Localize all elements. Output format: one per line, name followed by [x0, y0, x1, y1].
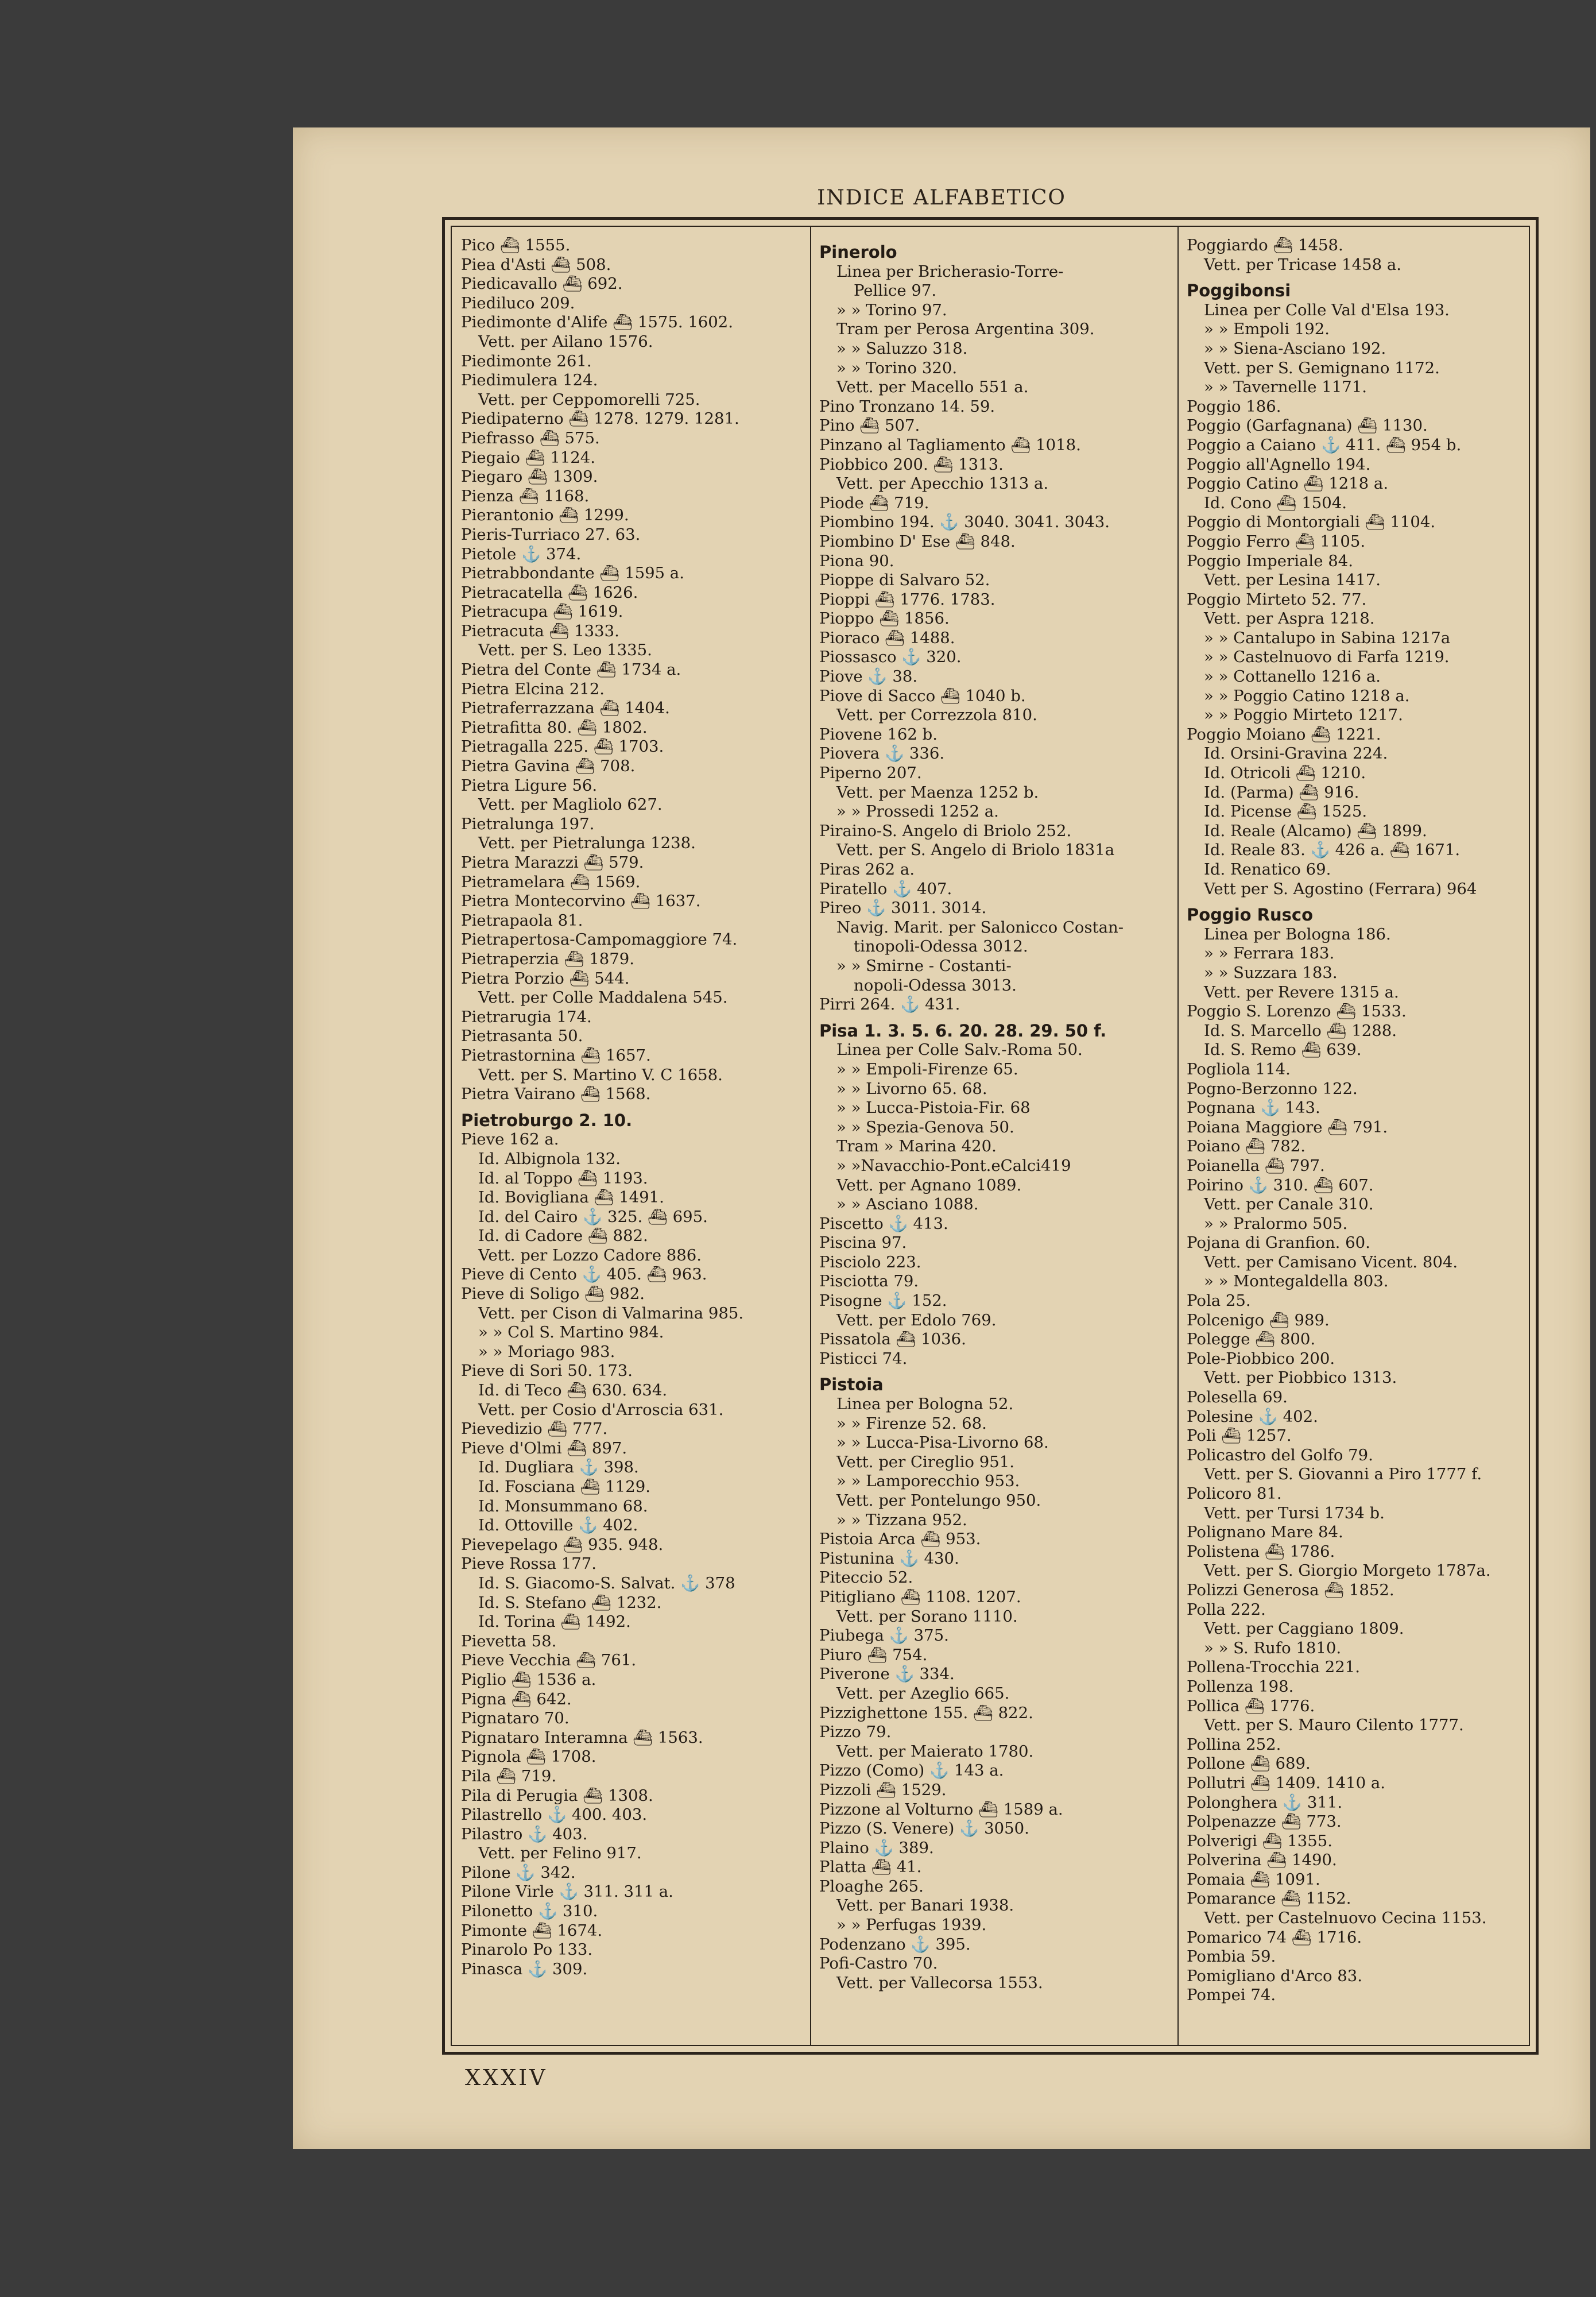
- index-entry: Pompei 74.: [1187, 1986, 1276, 2005]
- index-entry: Poggio Imperiale 84.: [1187, 551, 1353, 570]
- page-header: INDICE ALFABETICO: [817, 186, 1066, 210]
- index-entry: Navig. Marit. per Salonicco Costan-: [836, 918, 1124, 937]
- page: [293, 127, 1590, 2149]
- index-entry: Pizzighettone 155. ⛴ 822.: [819, 1703, 1033, 1722]
- index-entry: Piove di Sacco ⛴ 1040 b.: [819, 686, 1026, 705]
- index-entry: » » Poggio Mirteto 1217.: [1204, 706, 1403, 725]
- index-entry: Id. del Cairo ⚓ 325. ⛴ 695.: [478, 1207, 708, 1226]
- index-entry: Pognana ⚓ 143.: [1187, 1099, 1320, 1117]
- index-entry: Pizzoli ⛴ 1529.: [819, 1780, 947, 1799]
- index-entry: » » Torino 97.: [836, 300, 947, 319]
- index-entry: » » Ferrara 183.: [1204, 944, 1335, 963]
- index-entry: Vett. per Tricase 1458 a.: [1204, 255, 1402, 274]
- index-entry: Pino ⛴ 507.: [819, 416, 920, 435]
- index-entry: Vett. per Piobbico 1313.: [1204, 1368, 1397, 1387]
- index-entry: Pigna ⛴ 642.: [461, 1689, 572, 1708]
- index-entry: Piobbico 200. ⛴ 1313.: [819, 455, 1004, 474]
- index-entry: Id. (Parma) ⛴ 916.: [1204, 783, 1359, 802]
- index-entry: Vett. per Cison di Valmarina 985.: [478, 1304, 744, 1322]
- index-entry: Piteccio 52.: [819, 1568, 913, 1587]
- index-entry: Piove ⚓ 38.: [819, 667, 918, 686]
- index-entry: » » Moriago 983.: [478, 1342, 615, 1361]
- index-entry: Id. Orsini-Gravina 224.: [1204, 744, 1388, 763]
- index-entry: Vett. per Felino 917.: [478, 1844, 642, 1863]
- index-entry: nopoli-Odessa 3013.: [854, 976, 1017, 995]
- index-column-2: [819, 236, 1169, 2036]
- index-entry: Pico ⛴ 1555.: [461, 236, 571, 254]
- index-entry: Poianella ⛴ 797.: [1187, 1156, 1325, 1175]
- index-entry: » » Poggio Catino 1218 a.: [1204, 686, 1410, 705]
- index-entry: Pilastro ⚓ 403.: [461, 1824, 588, 1843]
- index-entry: Vett. per S. Mauro Cilento 1777.: [1204, 1716, 1464, 1735]
- index-entry: Pogliola 114.: [1187, 1059, 1291, 1078]
- index-entry: Pomigliano d'Arco 83.: [1187, 1966, 1363, 1985]
- index-entry: Vett. per S. Leo 1335.: [478, 641, 652, 660]
- index-entry: Polegge ⛴ 800.: [1187, 1330, 1316, 1349]
- index-entry: Id. Fosciana ⛴ 1129.: [478, 1478, 651, 1496]
- index-entry: Linea per Colle Val d'Elsa 193.: [1204, 300, 1450, 319]
- index-entry: Poiano ⛴ 782.: [1187, 1137, 1306, 1156]
- index-entry: Id. S. Giacomo-S. Salvat. ⚓ 378: [478, 1573, 735, 1592]
- index-heading: Pinerolo: [819, 242, 897, 262]
- index-entry: Poggio S. Lorenzo ⛴ 1533.: [1187, 1002, 1407, 1021]
- index-entry: » »Navacchio-Pont.eCalci419: [836, 1156, 1071, 1175]
- index-entry: Pignola ⛴ 1708.: [461, 1747, 596, 1766]
- index-entry: Pollica ⛴ 1776.: [1187, 1696, 1315, 1715]
- index-entry: Poggio Catino ⛴ 1218 a.: [1187, 474, 1389, 493]
- index-entry: Poli ⛴ 1257.: [1187, 1426, 1292, 1445]
- index-entry: Pietragalla 225. ⛴ 1703.: [461, 737, 664, 756]
- index-entry: Pietra Montecorvino ⛴ 1637.: [461, 892, 701, 911]
- index-entry: Piovene 162 b.: [819, 725, 938, 744]
- index-entry: Pienza ⛴ 1168.: [461, 486, 590, 505]
- index-entry: » » S. Rufo 1810.: [1204, 1638, 1342, 1657]
- index-entry: Poirino ⚓ 310. ⛴ 607.: [1187, 1175, 1374, 1194]
- index-entry: » » Lucca-Pistoia-Fir. 68: [836, 1099, 1031, 1117]
- index-entry: Poggio 186.: [1187, 397, 1281, 416]
- index-entry: Polverina ⛴ 1490.: [1187, 1851, 1337, 1870]
- index-entry: » » Livorno 65. 68.: [836, 1079, 987, 1098]
- index-entry: Pissatola ⛴ 1036.: [819, 1330, 966, 1349]
- index-entry: Pietrastornina ⛴ 1657.: [461, 1046, 651, 1065]
- index-entry: Piossasco ⚓ 320.: [819, 648, 962, 667]
- index-entry: Pietraferrazzana ⛴ 1404.: [461, 699, 670, 718]
- index-entry: Id. Ottoville ⚓ 402.: [478, 1516, 638, 1535]
- index-entry: » » Asciano 1088.: [836, 1195, 979, 1214]
- index-entry: Pizzone al Volturno ⛴ 1589 a.: [819, 1800, 1063, 1819]
- index-entry: Id. Otricoli ⛴ 1210.: [1204, 764, 1366, 783]
- index-entry: Pola 25.: [1187, 1291, 1251, 1310]
- index-entry: tinopoli-Odessa 3012.: [854, 937, 1028, 956]
- index-heading: Poggio Rusco: [1187, 905, 1314, 925]
- index-column-1: [461, 236, 800, 2036]
- index-entry: Pilone ⚓ 342.: [461, 1863, 576, 1882]
- index-entry: Platta ⛴ 41.: [819, 1858, 922, 1877]
- index-entry: Poggio Moiano ⛴ 1221.: [1187, 725, 1381, 744]
- index-entry: Vett. per S. Giovanni a Piro 1777 f.: [1204, 1465, 1482, 1484]
- index-entry: Pizzo (S. Venere) ⚓ 3050.: [819, 1819, 1029, 1838]
- index-entry: Pietrasanta 50.: [461, 1027, 583, 1046]
- index-entry: Pievetta 58.: [461, 1631, 557, 1650]
- index-entry: Piscetto ⚓ 413.: [819, 1214, 948, 1233]
- index-entry: Poggio di Montorgiali ⛴ 1104.: [1187, 513, 1436, 532]
- index-entry: Pietra Ligure 56.: [461, 776, 598, 795]
- index-entry: » » Lamporecchio 953.: [836, 1472, 1020, 1491]
- index-entry: Pierantonio ⛴ 1299.: [461, 506, 629, 525]
- index-entry: Pieve di Soligo ⛴ 982.: [461, 1285, 645, 1304]
- index-entry: Vett. per Ailano 1576.: [478, 332, 653, 351]
- index-entry: Pisciotta 79.: [819, 1272, 919, 1291]
- index-entry: Id. Reale (Alcamo) ⛴ 1899.: [1204, 821, 1427, 840]
- index-entry: Pomarico 74 ⛴ 1716.: [1187, 1928, 1362, 1947]
- index-entry: Pollenza 198.: [1187, 1677, 1294, 1696]
- index-entry: Vett per S. Agostino (Ferrara) 964: [1204, 879, 1477, 898]
- index-entry: » » Suzzara 183.: [1204, 963, 1338, 982]
- index-entry: » » Tizzana 952.: [836, 1510, 967, 1529]
- index-entry: » » Prossedi 1252 a.: [836, 802, 999, 821]
- index-entry: Vett. per Aspra 1218.: [1204, 609, 1375, 628]
- index-entry: Id. Dugliara ⚓ 398.: [478, 1458, 639, 1477]
- index-entry: Pieve 162 a.: [461, 1130, 559, 1149]
- index-entry: Pilone Virle ⚓ 311. 311 a.: [461, 1882, 673, 1901]
- index-entry: Pieve di Sori 50. 173.: [461, 1362, 633, 1380]
- index-entry: Pietrapertosa-Campomaggiore 74.: [461, 930, 738, 949]
- index-entry: Pietraperzia ⛴ 1879.: [461, 949, 634, 968]
- index-entry: Polcenigo ⛴ 989.: [1187, 1310, 1330, 1329]
- index-entry: Pollone ⛴ 689.: [1187, 1754, 1311, 1773]
- index-entry: Vett. per S. Gemignano 1172.: [1204, 358, 1440, 377]
- index-entry: Pisticci 74.: [819, 1349, 908, 1368]
- index-entry: Polizzi Generosa ⛴ 1852.: [1187, 1580, 1394, 1599]
- index-entry: Polonghera ⚓ 311.: [1187, 1793, 1343, 1812]
- index-entry: Polesine ⚓ 402.: [1187, 1407, 1318, 1426]
- index-entry: Piombino D' Ese ⛴ 848.: [819, 532, 1016, 551]
- index-entry: » » Empoli 192.: [1204, 320, 1330, 339]
- index-frame-inner: [451, 226, 1530, 2046]
- index-entry: Vett. per Lesina 1417.: [1204, 571, 1381, 590]
- column-divider: [1177, 227, 1179, 2045]
- index-entry: Piode ⛴ 719.: [819, 493, 929, 512]
- index-entry: Pogno-Berzonno 122.: [1187, 1079, 1358, 1098]
- index-entry: Pignataro 70.: [461, 1709, 570, 1728]
- index-entry: » » Smirne - Costanti-: [836, 956, 1012, 975]
- index-entry: Pimonte ⛴ 1674.: [461, 1921, 603, 1940]
- index-entry: Vett. per Camisano Vicent. 804.: [1204, 1252, 1458, 1271]
- index-entry: Pollena-Trocchia 221.: [1187, 1658, 1360, 1677]
- index-entry: Linea per Colle Salv.-Roma 50.: [836, 1041, 1083, 1059]
- index-entry: Ploaghe 265.: [819, 1877, 924, 1896]
- index-entry: Pollutri ⛴ 1409. 1410 a.: [1187, 1773, 1385, 1792]
- index-entry: Vett. per Cireglio 951.: [836, 1452, 1014, 1471]
- index-entry: Polpenazze ⛴ 773.: [1187, 1812, 1342, 1831]
- index-entry: Tram » Marina 420.: [836, 1137, 997, 1156]
- index-entry: Poiana Maggiore ⛴ 791.: [1187, 1117, 1388, 1136]
- index-heading: Poggibonsi: [1187, 281, 1291, 301]
- index-entry: Piras 262 a.: [819, 860, 915, 879]
- index-entry: Pietracupa ⛴ 1619.: [461, 602, 623, 621]
- index-entry: Pellice 97.: [854, 281, 937, 300]
- index-entry: Vett. per Revere 1315 a.: [1204, 983, 1399, 1001]
- index-entry: Piedimonte 261.: [461, 351, 592, 370]
- index-entry: » » Siena-Asciano 192.: [1204, 339, 1386, 358]
- index-entry: » » Cantalupo in Sabina 1217a: [1204, 628, 1451, 647]
- index-entry: Vett. per Maenza 1252 b.: [836, 783, 1039, 802]
- index-entry: Piglio ⛴ 1536 a.: [461, 1670, 596, 1689]
- index-entry: » » Empoli-Firenze 65.: [836, 1059, 1018, 1078]
- index-entry: Polignano Mare 84.: [1187, 1523, 1343, 1542]
- index-entry: Pietra Marazzi ⛴ 579.: [461, 853, 644, 872]
- index-entry: Pioppe di Salvaro 52.: [819, 571, 990, 590]
- index-entry: » » Spezia-Genova 50.: [836, 1117, 1014, 1136]
- index-entry: Pieve Vecchia ⛴ 761.: [461, 1651, 637, 1670]
- index-entry: Vett. per Castelnuovo Cecina 1153.: [1204, 1909, 1487, 1928]
- index-entry: Pietra del Conte ⛴ 1734 a.: [461, 660, 681, 679]
- index-entry: Vett. per Caggiano 1809.: [1204, 1619, 1404, 1638]
- index-entry: Piubega ⚓ 375.: [819, 1626, 949, 1645]
- index-entry: Podenzano ⚓ 395.: [819, 1935, 971, 1954]
- index-entry: » » Saluzzo 318.: [836, 339, 968, 358]
- index-entry: Id. Monsummano 68.: [478, 1496, 648, 1515]
- index-entry: Pietra Elcina 212.: [461, 679, 605, 698]
- index-entry: » » Castelnuovo di Farfa 1219.: [1204, 648, 1450, 667]
- index-entry: Tram per Perosa Argentina 309.: [836, 320, 1095, 339]
- index-column-3: [1187, 236, 1531, 2036]
- index-entry: Piovera ⚓ 336.: [819, 744, 945, 763]
- index-entry: Pistunina ⚓ 430.: [819, 1549, 959, 1568]
- index-entry: Piuro ⛴ 754.: [819, 1645, 928, 1664]
- index-entry: Pinarolo Po 133.: [461, 1940, 593, 1959]
- index-entry: Id. di Cadore ⛴ 882.: [478, 1227, 648, 1246]
- index-entry: » » Cottanello 1216 a.: [1204, 667, 1381, 686]
- index-entry: Pila di Perugia ⛴ 1308.: [461, 1786, 653, 1805]
- index-entry: Pistoia Arca ⛴ 953.: [819, 1530, 981, 1549]
- index-entry: Pollina 252.: [1187, 1735, 1281, 1754]
- index-heading: Pisa 1. 3. 5. 6. 20. 28. 29. 50 f.: [819, 1020, 1107, 1041]
- index-entry: Pomaia ⛴ 1091.: [1187, 1870, 1320, 1889]
- index-entry: Pietrapaola 81.: [461, 911, 583, 930]
- index-entry: Pietole ⚓ 374.: [461, 544, 582, 563]
- index-entry: Vett. per Sorano 1110.: [836, 1607, 1018, 1626]
- index-entry: Poggio Ferro ⛴ 1105.: [1187, 532, 1366, 551]
- index-entry: Pioraco ⛴ 1488.: [819, 628, 955, 647]
- index-entry: Pila ⛴ 719.: [461, 1766, 557, 1785]
- index-entry: Id. Bovigliana ⛴ 1491.: [478, 1188, 664, 1207]
- index-entry: Vett. per Magliolo 627.: [478, 795, 663, 814]
- index-entry: Plaino ⚓ 389.: [819, 1838, 934, 1857]
- index-entry: Pietra Vairano ⛴ 1568.: [461, 1085, 651, 1104]
- index-entry: Vett. per Correzzola 810.: [836, 706, 1037, 725]
- index-entry: Pombia 59.: [1187, 1947, 1276, 1966]
- index-entry: Id. Reale 83. ⚓ 426 a. ⛴ 1671.: [1204, 841, 1461, 860]
- index-entry: Id. al Toppo ⛴ 1193.: [478, 1169, 648, 1188]
- page-number: XXXIV: [465, 2065, 548, 2090]
- index-entry: Vett. per S. Angelo di Briolo 1831a: [836, 841, 1115, 860]
- index-entry: Pole-Piobbico 200.: [1187, 1349, 1335, 1368]
- index-entry: Piedimulera 124.: [461, 371, 598, 390]
- index-entry: Vett. per Pietralunga 1238.: [478, 834, 696, 853]
- index-entry: Id. Cono ⛴ 1504.: [1204, 493, 1347, 512]
- index-entry: Vett. per Colle Maddalena 545.: [478, 988, 728, 1007]
- index-entry: Vett. per Ceppomorelli 725.: [478, 390, 700, 409]
- index-heading: Pietroburgo 2. 10.: [461, 1110, 633, 1130]
- index-entry: Pisciolo 223.: [819, 1252, 921, 1271]
- index-entry: Piediluco 209.: [461, 293, 575, 312]
- index-entry: Pietralunga 197.: [461, 814, 595, 833]
- index-entry: » » Lucca-Pisa-Livorno 68.: [836, 1433, 1049, 1452]
- index-entry: » » Torino 320.: [836, 358, 958, 377]
- index-entry: Vett. per Tursi 1734 b.: [1204, 1503, 1385, 1522]
- index-entry: Vett. per Banari 1938.: [836, 1896, 1014, 1915]
- index-entry: Pietramelara ⛴ 1569.: [461, 872, 641, 891]
- index-entry: Id. S. Remo ⛴ 639.: [1204, 1041, 1362, 1059]
- index-entry: Polesella 69.: [1187, 1388, 1288, 1407]
- index-entry: Piverone ⚓ 334.: [819, 1665, 955, 1684]
- index-entry: Linea per Bricherasio-Torre-: [836, 262, 1064, 281]
- index-entry: Pietrafitta 80. ⛴ 1802.: [461, 718, 648, 737]
- index-entry: Linea per Bologna 186.: [1204, 925, 1391, 943]
- index-entry: Pieve Rossa 177.: [461, 1554, 596, 1573]
- index-entry: Pizzo 79.: [819, 1723, 892, 1742]
- index-entry: Vett. per Cosio d'Arroscia 631.: [478, 1400, 724, 1419]
- index-entry: Pignataro Interamna ⛴ 1563.: [461, 1728, 703, 1747]
- index-entry: Pietrarugia 174.: [461, 1007, 592, 1026]
- index-entry: Vett. per Agnano 1089.: [836, 1175, 1022, 1194]
- index-entry: Pomarance ⛴ 1152.: [1187, 1889, 1351, 1908]
- index-entry: » » Tavernelle 1171.: [1204, 378, 1368, 397]
- index-entry: Pietracatella ⛴ 1626.: [461, 583, 638, 602]
- index-entry: Polla 222.: [1187, 1600, 1266, 1619]
- index-entry: » » Perfugas 1939.: [836, 1916, 987, 1935]
- index-entry: Id. S. Marcello ⛴ 1288.: [1204, 1021, 1397, 1040]
- index-entry: Piraino-S. Angelo di Briolo 252.: [819, 821, 1072, 840]
- index-entry: » » Pralormo 505.: [1204, 1214, 1348, 1233]
- index-entry: Policoro 81.: [1187, 1484, 1282, 1503]
- index-entry: Polistena ⛴ 1786.: [1187, 1542, 1335, 1561]
- index-entry: Vett. per Canale 310.: [1204, 1195, 1374, 1214]
- index-entry: Vett. per S. Martino V. C 1658.: [478, 1065, 723, 1084]
- index-entry: Vett. per Azeglio 665.: [836, 1684, 1010, 1703]
- index-entry: Vett. per Lozzo Cadore 886.: [478, 1246, 702, 1264]
- index-entry: Vett. per S. Giorgio Morgeto 1787a.: [1204, 1561, 1491, 1580]
- index-entry: Id. S. Stefano ⛴ 1232.: [478, 1593, 662, 1612]
- index-entry: Piedimonte d'Alife ⛴ 1575. 1602.: [461, 313, 734, 332]
- index-entry: Pievepelago ⛴ 935. 948.: [461, 1535, 664, 1554]
- index-entry: Pino Tronzano 14. 59.: [819, 397, 995, 416]
- index-entry: Pojana di Granfion. 60.: [1187, 1233, 1370, 1252]
- index-entry: Pietra Porzio ⛴ 544.: [461, 969, 630, 988]
- index-entry: Pieris-Turriaco 27. 63.: [461, 525, 641, 544]
- index-entry: Linea per Bologna 52.: [836, 1395, 1014, 1414]
- index-entry: Pizzo (Como) ⚓ 143 a.: [819, 1761, 1004, 1780]
- index-entry: Pitigliano ⛴ 1108. 1207.: [819, 1587, 1021, 1606]
- index-entry: Poggio all'Agnello 194.: [1187, 455, 1371, 474]
- index-entry: Pietrabbondante ⛴ 1595 a.: [461, 564, 684, 583]
- index-frame: [442, 217, 1539, 2055]
- index-entry: Piefrasso ⛴ 575.: [461, 428, 600, 447]
- index-entry: Vett. per Apecchio 1313 a.: [836, 474, 1049, 493]
- index-entry: Vett. per Pontelungo 950.: [836, 1491, 1041, 1510]
- index-entry: » » Montegaldella 803.: [1204, 1272, 1389, 1291]
- index-entry: Pinasca ⚓ 309.: [461, 1959, 588, 1978]
- index-entry: Id. Picense ⛴ 1525.: [1204, 802, 1368, 821]
- index-entry: Policastro del Golfo 79.: [1187, 1445, 1373, 1464]
- index-entry: Pieve d'Olmi ⛴ 897.: [461, 1438, 627, 1457]
- index-entry: Polverigi ⛴ 1355.: [1187, 1831, 1333, 1850]
- index-entry: Poggiardo ⛴ 1458.: [1187, 236, 1343, 254]
- index-entry: Poggio a Caiano ⚓ 411. ⛴ 954 b.: [1187, 435, 1462, 454]
- index-entry: Id. di Teco ⛴ 630. 634.: [478, 1381, 668, 1400]
- index-entry: Pietracuta ⛴ 1333.: [461, 621, 619, 640]
- index-entry: Piea d'Asti ⛴ 508.: [461, 255, 611, 274]
- index-entry: Pofi-Castro 70.: [819, 1954, 938, 1973]
- index-entry: Pioppi ⛴ 1776. 1783.: [819, 590, 995, 609]
- index-entry: Pilastrello ⚓ 400. 403.: [461, 1805, 648, 1824]
- column-divider: [810, 227, 811, 2045]
- index-entry: Id. Torina ⛴ 1492.: [478, 1612, 631, 1631]
- index-entry: Id. Renatico 69.: [1204, 860, 1331, 879]
- index-entry: Vett. per Vallecorsa 1553.: [836, 1973, 1043, 1992]
- index-entry: Piombino 194. ⚓ 3040. 3041. 3043.: [819, 513, 1110, 532]
- index-entry: Piratello ⚓ 407.: [819, 879, 952, 898]
- index-entry: Pisogne ⚓ 152.: [819, 1291, 947, 1310]
- index-entry: Piona 90.: [819, 551, 894, 570]
- index-heading: Pistoia: [819, 1375, 884, 1395]
- index-entry: » » Col S. Martino 984.: [478, 1323, 664, 1342]
- index-entry: Pinzano al Tagliamento ⛴ 1018.: [819, 435, 1081, 454]
- index-entry: Vett. per Maierato 1780.: [836, 1742, 1034, 1761]
- index-entry: Pieve di Cento ⚓ 405. ⛴ 963.: [461, 1265, 707, 1284]
- index-entry: Vett. per Edolo 769.: [836, 1310, 997, 1329]
- index-entry: Poggio (Garfagnana) ⛴ 1130.: [1187, 416, 1428, 435]
- index-entry: Piegaio ⛴ 1124.: [461, 448, 596, 467]
- index-entry: Vett. per Macello 551 a.: [836, 378, 1029, 397]
- index-entry: Piedicavallo ⛴ 692.: [461, 274, 623, 293]
- index-entry: Pietra Gavina ⛴ 708.: [461, 757, 636, 776]
- index-entry: Piperno 207.: [819, 764, 922, 783]
- index-entry: Pirri 264. ⚓ 431.: [819, 995, 960, 1014]
- index-entry: Piscina 97.: [819, 1233, 907, 1252]
- index-entry: Piegaro ⛴ 1309.: [461, 467, 598, 486]
- index-entry: Poggio Mirteto 52. 77.: [1187, 590, 1367, 609]
- index-entry: Piedipaterno ⛴ 1278. 1279. 1281.: [461, 409, 739, 428]
- index-entry: Id. Albignola 132.: [478, 1149, 621, 1168]
- index-entry: Pireo ⚓ 3011. 3014.: [819, 899, 987, 918]
- index-entry: Pioppo ⛴ 1856.: [819, 609, 950, 628]
- index-entry: Pilonetto ⚓ 310.: [461, 1902, 598, 1921]
- index-entry: Pievedizio ⛴ 777.: [461, 1420, 608, 1438]
- index-entry: » » Firenze 52. 68.: [836, 1414, 987, 1433]
